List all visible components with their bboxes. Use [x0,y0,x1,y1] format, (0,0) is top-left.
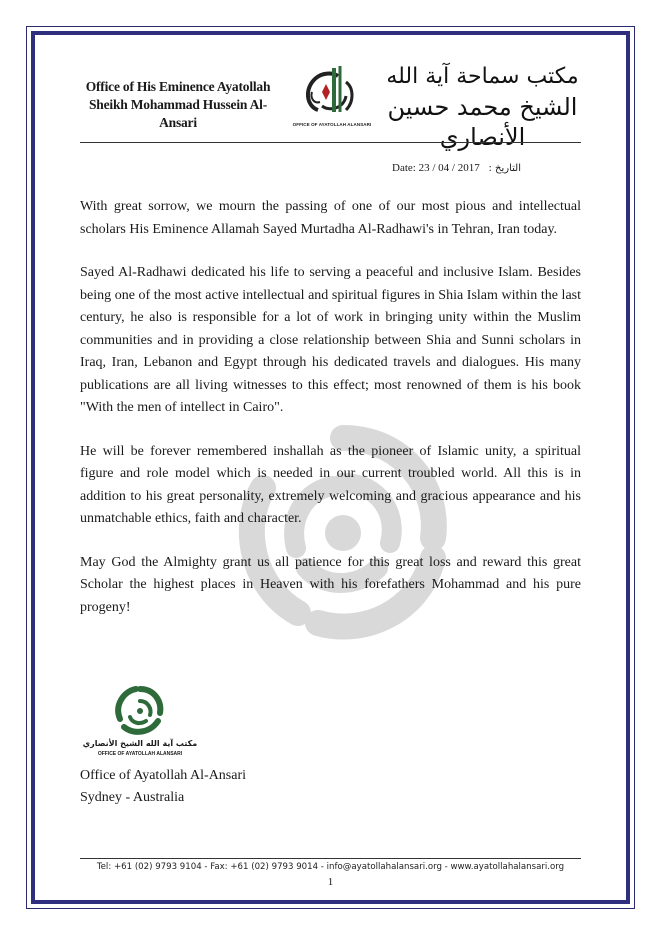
footer-contact: Tel: +61 (02) 9793 9104 - Fax: +61 (02) 9793 9014 - info@ayatollahalansari.org - www.ayatollahalansari.org [96,862,565,872]
signature-logo-caption-arabic: مكتب آية الله الشيخ الأنصاري [82,739,198,748]
letterhead-arabic-line1: مكتب سماحة آية الله [386,64,579,89]
signature-logo-caption-english: OFFICE OF AYATOLLAH ALANSARI [97,751,183,757]
letterhead-arabic [385,62,580,152]
paragraph-2: Sayed Al-Radhawi dedicated his life to serving a peaceful and inclusive Islam. Besides being one of the most active intellectual and spiritual figures in Shia Islam within the last century, he also is responsible for a lot of work in bringing unity within the Muslim communities and in providing a close relationship between Shia and Sunni scholars in Iraq, Iran, Lebanon and Egypt through his dedicated travels and dialogues. His many publications are all living witnesses to this effect; most renowned of them is his book "With the men of intellect in Cairo". [80,265,581,415]
footer-divider [80,858,581,859]
letterhead-english-line2: Sheikh Mohammad Hussein Al-Ansari [88,97,268,130]
date-line [392,162,582,174]
header-divider [80,142,581,143]
date-label: Date: [392,162,416,174]
letter-body [80,196,581,640]
office-logo-caption: OFFICE OF AYATOLLAH ALANSARI [292,122,372,127]
paragraph-1: With great sorrow, we mourn the passing of one of our most pious and intellectual scholars His Eminence Allamah Sayed Murtadha Al-Radhawi's in Tehran, Iran today. [80,199,581,237]
page-number: 1 [327,876,334,888]
letterhead-english [78,78,278,132]
letterhead-arabic-line2: الشيخ محمد حسين الأنصاري [387,93,578,151]
date-label-arabic: : التاريخ [488,163,521,174]
office-logo [288,62,376,134]
office-logo-icon [288,62,376,122]
signature-block [80,765,246,809]
letterhead-english-line1: Office of His Eminence Ayatollah [85,79,271,94]
signature-logo-icon [82,683,198,739]
paragraph-4: May God the Almighty grant us all patience for this great loss and reward this great Scholar the highest places in Heaven with his forefathers Mohammad and his pure progeny! [80,554,581,615]
paragraph-3: He will be forever remembered inshallah as the pioneer of Islamic unity, a spiritual figure and role model which is needed in our current troubled world. All this is in addition to his great personality, extremely welcoming and gracious appearance and his unmatchable ethics, faith and character. [80,443,581,526]
date-value: 23 / 04 / 2017 [418,162,480,174]
signature-location: Sydney - Australia [80,790,185,805]
signature-office-name: Office of Ayatollah Al-Ansari [80,768,247,783]
letterhead [0,0,661,151]
signature-logo [82,683,198,763]
